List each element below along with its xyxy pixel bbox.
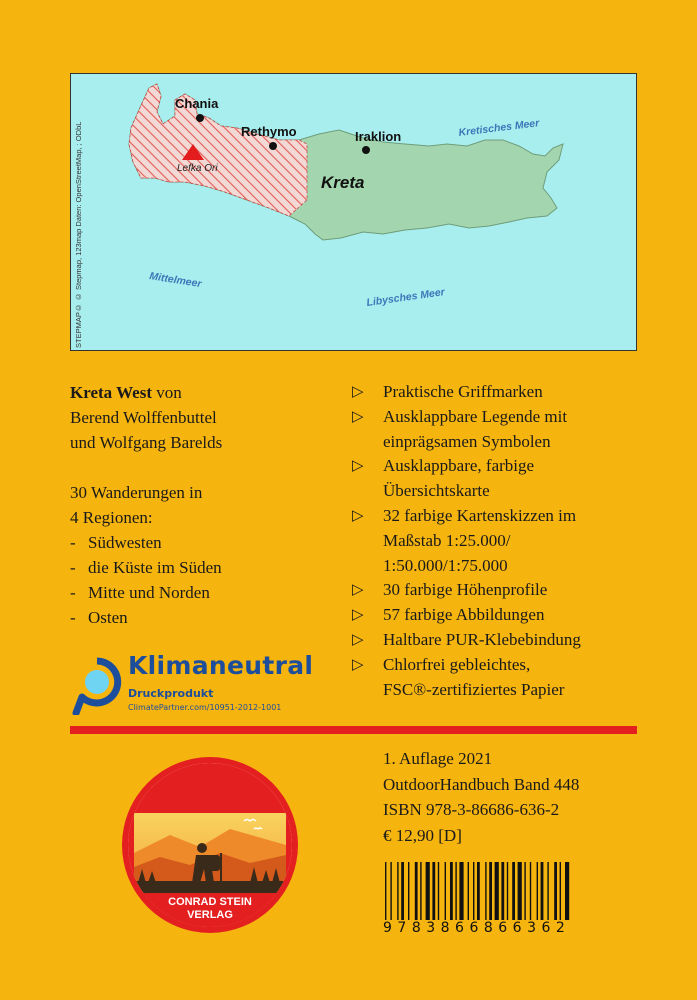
klimaneutral-badge [70, 651, 360, 715]
barcode-bars [383, 862, 573, 922]
barcode-bar [541, 862, 544, 920]
logo-bottom-text-2: VERLAG [187, 909, 233, 921]
barcode-bar [455, 862, 456, 920]
region-item: - Südwesten [70, 530, 340, 555]
summary-line-1: 30 Wanderungen in [70, 483, 203, 502]
klimaneutral-url: ClimatePartner.com/10951-2012-1001 [128, 703, 282, 712]
barcode-bar [468, 862, 469, 920]
city-dot-rethymo [269, 142, 277, 150]
triangle-bullet-icon: ▷ [352, 582, 364, 599]
label-mittelmeer: Mittelmeer [148, 270, 203, 291]
series-line: OutdoorHandbuch Band 448 [383, 774, 580, 794]
feature-text [383, 405, 652, 455]
triangle-bullet-icon: ▷ [352, 458, 364, 475]
feature-line: Maßstab 1:25.000/ [383, 530, 511, 550]
feature-item [352, 603, 652, 628]
logo-bottom-text-1: CONRAD STEIN [168, 896, 252, 908]
isbn-line: ISBN 978-3-86686-636-2 [383, 800, 560, 819]
feature-text [383, 578, 652, 603]
feature-line: FSC®-zertifiziertes Papier [383, 679, 565, 699]
feature-text [383, 504, 652, 578]
by-text: von [152, 383, 182, 402]
barcode-bar [547, 862, 548, 920]
triangle-bullet-icon: ▷ [352, 631, 364, 648]
feature-line: Chlorfrei gebleichtes, [383, 654, 531, 674]
barcode-bar [473, 862, 474, 920]
triangle-bullet-icon: ▷ [352, 408, 364, 425]
climate-partner-icon [70, 655, 124, 715]
barcode-bar [432, 862, 435, 920]
barcode-bar [554, 862, 557, 920]
feature-line: Ausklappbare, farbige [383, 456, 535, 476]
feature-item [352, 628, 652, 653]
feature-line: 57 farbige Abbildungen [383, 605, 545, 625]
barcode-bar [489, 862, 492, 920]
feature-text [383, 380, 652, 405]
logo-top-text: OUTDOOR [161, 787, 259, 808]
region-item: - Osten [70, 605, 340, 630]
feature-text [383, 603, 652, 628]
title-line [70, 380, 340, 405]
book-info [70, 380, 340, 630]
feature-item [352, 405, 652, 455]
klimaneutral-subtitle: Druckprodukt [128, 687, 214, 700]
label-kretisches-meer: Kretisches Meer [457, 117, 540, 139]
barcode-bar [397, 862, 398, 920]
barcode-bar [459, 862, 463, 920]
edition-line: 1. Auflage 2021 [383, 749, 493, 768]
crete-map [70, 73, 637, 351]
regions-list [70, 530, 340, 630]
map-credit: STEPMAP© © Stepmap, 123map Daten: OpenStreetMap, ; ODbL [74, 121, 83, 348]
city-dot-chania [196, 114, 204, 122]
barcode-bar [438, 862, 439, 920]
barcode-bar [390, 862, 391, 920]
barcode-digits: 9783866866362 [383, 920, 571, 936]
crete-map-graphic [71, 74, 637, 351]
triangle-bullet-icon: ▷ [352, 607, 364, 624]
klimaneutral-title: Klimaneutral [128, 651, 314, 680]
label-kreta: Kreta [321, 173, 365, 192]
city-dot-iraklion [362, 146, 370, 154]
barcode-bar [501, 862, 504, 920]
author-1: Berend Wolffenbuttel [70, 408, 217, 427]
barcode-bar [401, 862, 404, 920]
barcode-bar [507, 862, 508, 920]
author-2: und Wolfgang Barelds [70, 433, 223, 452]
barcode-bar [524, 862, 525, 920]
feature-text [383, 653, 652, 703]
barcode-bar [512, 862, 515, 920]
barcode-bar [426, 862, 430, 920]
feature-line: Ausklappbare Legende mit [383, 406, 568, 426]
barcode-bar [565, 862, 569, 920]
barcode-bar [415, 862, 418, 920]
feature-line: 30 farbige Höhenprofile [383, 580, 548, 600]
barcode-bar [537, 862, 538, 920]
feature-line: 32 farbige Kartenskizzen im [383, 505, 577, 525]
barcode-bar [385, 862, 386, 920]
feature-text [383, 454, 652, 504]
barcode-bar [420, 862, 421, 920]
barcode-bar [530, 862, 531, 920]
conrad-stein-outdoor-logo [120, 755, 300, 935]
label-iraklion: Iraklion [355, 129, 402, 144]
feature-text [383, 628, 652, 653]
edition-info [383, 746, 579, 848]
triangle-bullet-icon: ▷ [352, 384, 364, 400]
feature-item [352, 454, 652, 504]
barcode-bar [445, 862, 446, 920]
triangle-bullet-icon: ▷ [352, 656, 364, 673]
red-divider [70, 726, 637, 734]
summary-line-2: 4 Regionen: [70, 508, 153, 527]
isbn-barcode [383, 862, 573, 950]
barcode-bar [408, 862, 409, 920]
feature-item [352, 578, 652, 603]
barcode-bar [518, 862, 522, 920]
barcode-bar [477, 862, 480, 920]
barcode-bar [560, 862, 561, 920]
barcode-bar [450, 862, 453, 920]
barcode-bar [495, 862, 499, 920]
label-chania: Chania [175, 96, 219, 111]
feature-item [352, 504, 652, 578]
region-item: - Mitte und Norden [70, 580, 340, 605]
feature-line: Übersichtskarte [383, 481, 490, 501]
triangle-bullet-icon: ▷ [352, 507, 364, 524]
barcode-bar [485, 862, 486, 920]
feature-item [352, 380, 652, 405]
book-title: Kreta West [70, 383, 152, 402]
label-lefka-ori: Lefka Ori [177, 163, 218, 174]
region-item: - die Küste im Süden [70, 555, 340, 580]
feature-line: einprägsamen Symbolen [383, 431, 551, 451]
feature-item [352, 653, 652, 703]
feature-line: Haltbare PUR-Klebebindung [383, 629, 581, 649]
label-rethymo: Rethymo [241, 124, 297, 139]
feature-line: Praktische Griffmarken [383, 382, 543, 401]
label-libysches-meer: Libysches Meer [365, 286, 446, 309]
features-list [352, 380, 652, 702]
price-line: € 12,90 [D] [383, 825, 462, 845]
feature-line: 1:50.000/1:75.000 [383, 555, 508, 575]
